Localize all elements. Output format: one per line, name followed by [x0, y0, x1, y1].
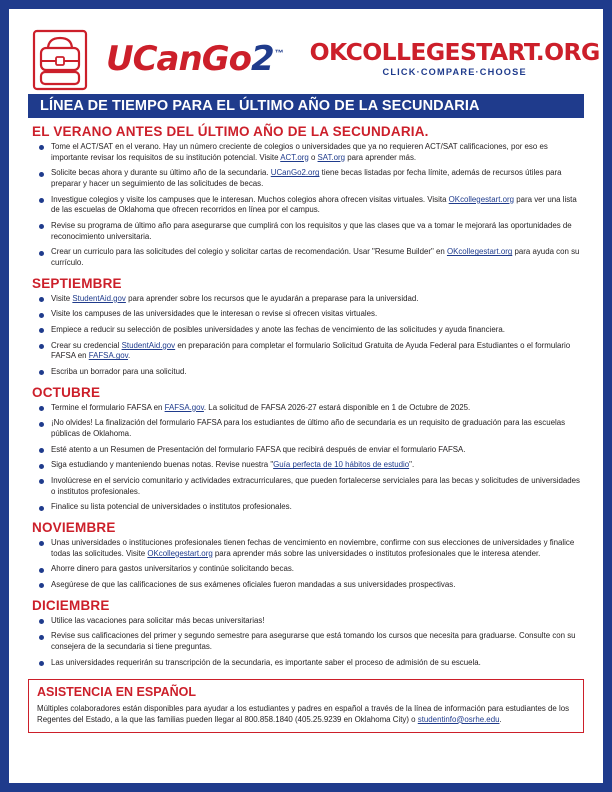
list-item: Involúcrese en el servicio comunitario y actividades extracurriculares, que pueden fortalecerse serviciales para las becas y solicitudes de universidades o institutos profesionales. — [32, 476, 580, 497]
page-title: LÍNEA DE TIEMPO PARA EL ÚLTIMO AÑO DE LA SECUNDARIA — [28, 94, 584, 118]
okcollegestart-wordmark: OKCOLLEGESTART.ORG — [309, 37, 600, 66]
link-studentaid[interactable]: StudentAid.gov — [72, 293, 126, 303]
list-item: Revise sus calificaciones del primer y segundo semestre para asegurarse que está tomando los cursos que necesita para graduarse. Consulte con su consejera de la secundaria si tiene preguntas. — [32, 631, 580, 652]
list-item: Asegúrese de que las calificaciones de sus exámenes oficiales fueron mandadas a sus universidades prospectivas. — [32, 580, 580, 591]
list-item: ¡No olvides! La finalización del formulario FAFSA para los estudiantes de último año de secundaria es un requisito de graduación para las escuelas públicas de Oklahoma. — [32, 418, 580, 439]
list-item: Visite los campuses de las universidades que le interesan o revise si ofrecen visitas virtuales. — [32, 309, 580, 320]
list-item: Las universidades requerirán su transcripción de la secundaria, es importante saber el proceso de admisión de su escuela. — [32, 658, 580, 669]
section-list-summer — [32, 142, 580, 269]
list-item: Esté atento a un Resumen de Presentación del formulario FAFSA que recibirá después de enviar el formulario FAFSA. — [32, 445, 580, 456]
okcollegestart-logo — [309, 37, 600, 78]
list-item: Crear un curriculo para las solicitudes del colegio y solicitar cartas de recomendación. Usar "Resume Builder" en OKcollegestart.org para ayuda con su currículo. — [32, 247, 580, 268]
list-item: Finalice su lista potencial de universidades o institutos profesionales. — [32, 502, 580, 513]
section-list-septiembre — [32, 294, 580, 378]
list-item: Ahorre dinero para gastos universitarios y continúe solicitando becas. — [32, 564, 580, 575]
backpack-icon — [32, 29, 88, 91]
list-item: Escriba un borrador para una solicitud. — [32, 367, 580, 378]
page-inner — [18, 18, 600, 774]
list-item: Investigue colegios y visite los campuses que le interesan. Muchos colegios ahora ofrecen visitas virtuales. Visita OKcollegestart.org para ver una lista de las escuelas de Oklahoma que ofrecen recorridos en línea por el campus. — [32, 195, 580, 216]
link-okcollegestart[interactable]: OKcollegestart.org — [448, 194, 515, 204]
assistance-body: Múltiples colaboradores están disponibles para ayudar a los estudiantes y padres en español a través de la línea de información para estudiantes de los Regentes del Estado, a la que las familias pueden llegar al 800.858.1840 (405.25.9239 en Oklahoma City) o studentinfo@osrhe.edu. — [37, 703, 570, 724]
section-heading-diciembre: DICIEMBRE — [32, 597, 110, 613]
ucango2-logo-part1: UCanGo — [106, 39, 251, 79]
link-okcollegestart[interactable]: OKcollegestart.org — [446, 247, 513, 257]
link-study-guide[interactable]: Guía perfecta de 10 hábitos de estudio — [273, 460, 410, 470]
list-item: Tome el ACT/SAT en el verano. Hay un número creciente de colegios o universidades que ya no requieren ACT/SAT calificaciones, por eso es importante revisar los requisitos de su institución potencial. Visite ACT.org o SAT.org para aprender más. — [32, 142, 580, 163]
document-header — [18, 18, 600, 94]
spanish-assistance-box — [28, 679, 584, 733]
section-heading-noviembre: NOVIEMBRE — [32, 520, 116, 536]
okcollegestart-tagline: CLICK·COMPARE·CHOOSE — [382, 67, 527, 78]
list-item: Unas universidades o instituciones profesionales tienen fechas de vencimiento en noviembre, confirme con sus elecciones de universidades y finalice todas las solicitudes. Visite OKcollegestart.org para aprender más sobre las universidades o institutos profesionales que le interesa atender. — [32, 538, 580, 559]
section-heading-summer: EL VERANO ANTES DEL ÚLTIMO AÑO DE LA SECUNDARIA. — [32, 124, 429, 139]
list-item: Termine el formulario FAFSA en FAFSA.gov. La solicitud de FAFSA 2026-27 estará disponible en 1 de Octubre de 2025. — [32, 403, 580, 414]
list-item: Crear su credencial StudentAid.gov en preparación para completar el formulario Solicitud Gratuita de Ayuda Federal para Estudiantes o el formulario FAFSA en FAFSA.gov. — [32, 341, 580, 362]
ucango2-logo-part2: 2 — [250, 39, 274, 79]
list-item: Visite StudentAid.gov para aprender sobre los recursos que le ayudarán a preparase para la universidad. — [32, 294, 580, 305]
link-fafsa[interactable]: FAFSA.gov — [88, 351, 129, 361]
list-item: Solicite becas ahora y durante su último año de la secundaria. UCanGo2.org tiene becas listadas por fecha límite, además de recursos útiles para preparar y hacer un seguimiento de las solicitudes de becas. — [32, 168, 580, 189]
assistance-title: ASISTENCIA EN ESPAÑOL — [37, 684, 197, 699]
link-fafsa[interactable]: FAFSA.gov — [164, 402, 204, 412]
link-act[interactable]: ACT.org — [280, 152, 309, 162]
list-item: Revise su programa de último año para asegurarse que cumplirá con los requisitos y que las clases que va a tomar le mejorará las oportunidades de reconocimiento universitaria. — [32, 221, 580, 242]
timeline-content — [18, 124, 594, 669]
section-list-octubre — [32, 403, 580, 513]
section-heading-septiembre: SEPTIEMBRE — [32, 275, 122, 291]
ucango2-logo — [106, 39, 284, 79]
link-sat[interactable]: SAT.org — [317, 152, 346, 162]
link-email-studentinfo[interactable]: studentinfo@osrhe.edu — [417, 714, 500, 724]
link-ucango2[interactable]: UCanGo2.org — [270, 168, 320, 178]
ucango2-trademark: ™ — [274, 48, 284, 58]
list-item: Utilice las vacaciones para solicitar más becas universitarias! — [32, 616, 580, 627]
link-studentaid[interactable]: StudentAid.gov — [121, 340, 176, 350]
section-list-diciembre — [32, 616, 580, 669]
section-heading-octubre: OCTUBRE — [32, 384, 101, 400]
list-item: Empiece a reducir su selección de posibles universidades y anote las fechas de vencimiento de las solicitudes y ayuda financiera. — [32, 325, 580, 336]
link-okcollegestart[interactable]: OKcollegestart.org — [147, 548, 213, 558]
list-item: Siga estudiando y manteniendo buenas notas. Revise nuestra "Guía perfecta de 10 hábitos de estudio". — [32, 460, 580, 471]
section-list-noviembre — [32, 538, 580, 591]
